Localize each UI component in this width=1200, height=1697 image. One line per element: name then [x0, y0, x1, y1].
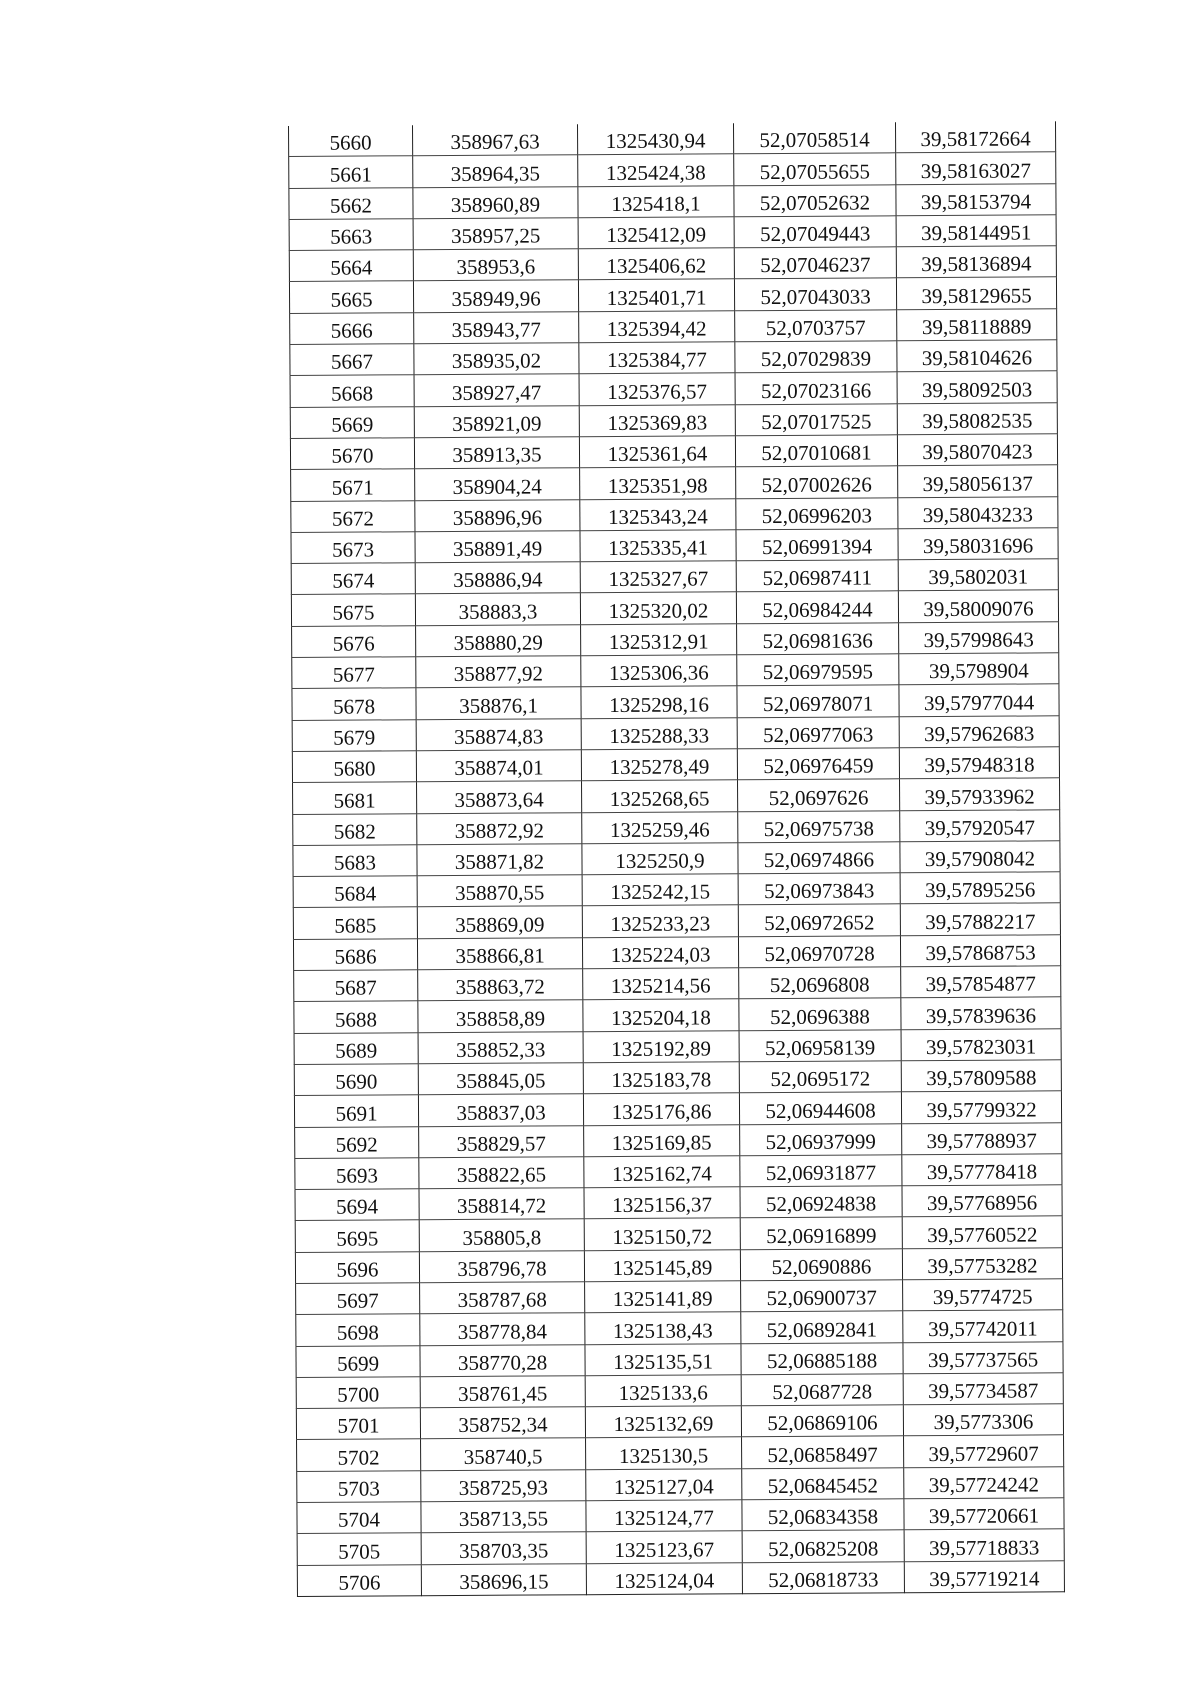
coordinates-table: [288, 121, 1065, 1597]
latitude-cell: 52,06978071: [737, 685, 899, 717]
table-row: [289, 277, 1056, 313]
y-coordinate-cell: 1325162,74: [584, 1156, 740, 1188]
y-coordinate-cell: 1325312,91: [581, 624, 737, 656]
x-coordinate-cell: 358770,28: [420, 1344, 585, 1376]
x-coordinate-cell: 358703,35: [421, 1532, 586, 1564]
x-coordinate-cell: 358880,29: [416, 624, 581, 656]
table-row: [289, 152, 1056, 188]
longitude-cell: 39,58082535: [897, 402, 1057, 434]
point-number-cell: 5680: [292, 751, 416, 783]
latitude-cell: 52,06970728: [738, 935, 900, 967]
latitude-cell: 52,07002626: [736, 466, 898, 498]
x-coordinate-cell: 358935,02: [414, 343, 579, 375]
latitude-cell: 52,0703757: [735, 310, 897, 342]
x-coordinate-cell: 358814,72: [419, 1188, 584, 1220]
table-row: [294, 966, 1061, 1002]
point-number-cell: 5676: [292, 625, 416, 657]
latitude-cell: 52,06845452: [742, 1468, 904, 1500]
table-row: [290, 371, 1057, 407]
y-coordinate-cell: 1325250,9: [582, 843, 738, 875]
x-coordinate-cell: 358866,81: [417, 937, 582, 969]
longitude-cell: 39,58043233: [898, 496, 1058, 528]
x-coordinate-cell: 358696,15: [421, 1563, 586, 1595]
x-coordinate-cell: 358921,09: [414, 405, 579, 437]
y-coordinate-cell: 1325327,67: [580, 561, 736, 593]
table-row: [293, 809, 1060, 845]
y-coordinate-cell: 1325288,33: [581, 717, 737, 749]
x-coordinate-cell: 358904,24: [415, 468, 580, 500]
table-row: [296, 1373, 1063, 1409]
x-coordinate-cell: 358883,3: [415, 593, 580, 625]
point-number-cell: 5706: [297, 1564, 421, 1596]
table-row: [292, 622, 1059, 658]
point-number-cell: 5687: [294, 970, 418, 1002]
y-coordinate-cell: 1325424,38: [578, 154, 734, 186]
longitude-cell: 39,58118889: [897, 309, 1057, 341]
longitude-cell: 39,57718833: [904, 1529, 1064, 1561]
point-number-cell: 5671: [291, 469, 415, 501]
y-coordinate-cell: 1325124,77: [586, 1500, 742, 1532]
point-number-cell: 5677: [292, 657, 416, 689]
latitude-cell: 52,0696388: [739, 998, 901, 1030]
table-row: [294, 1060, 1061, 1096]
latitude-cell: 52,06958139: [739, 1029, 901, 1061]
point-number-cell: 5664: [289, 250, 413, 282]
point-number-cell: 5704: [297, 1502, 421, 1534]
point-number-cell: 5678: [292, 688, 416, 720]
point-number-cell: 5694: [295, 1189, 419, 1221]
point-number-cell: 5663: [289, 219, 413, 251]
y-coordinate-cell: 1325242,15: [582, 874, 738, 906]
table-row: [295, 1216, 1062, 1252]
y-coordinate-cell: 1325335,41: [580, 530, 736, 562]
x-coordinate-cell: 358967,63: [412, 124, 577, 156]
x-coordinate-cell: 358870,55: [417, 875, 582, 907]
latitude-cell: 52,0697626: [738, 779, 900, 811]
longitude-cell: 39,57737565: [903, 1341, 1063, 1373]
table-row: [297, 1435, 1064, 1471]
latitude-cell: 52,06818733: [742, 1561, 904, 1593]
x-coordinate-cell: 358863,72: [418, 969, 583, 1001]
point-number-cell: 5669: [290, 406, 414, 438]
longitude-cell: 39,57998643: [899, 622, 1059, 654]
point-number-cell: 5685: [293, 907, 417, 939]
latitude-cell: 52,06937999: [740, 1123, 902, 1155]
y-coordinate-cell: 1325268,65: [582, 780, 738, 812]
table-row: [297, 1467, 1064, 1503]
longitude-cell: 39,57778418: [902, 1154, 1062, 1186]
table-row: [292, 653, 1059, 689]
latitude-cell: 52,06975738: [738, 810, 900, 842]
y-coordinate-cell: 1325278,49: [581, 749, 737, 781]
x-coordinate-cell: 358871,82: [417, 844, 582, 876]
longitude-cell: 39,57908042: [900, 841, 1060, 873]
longitude-cell: 39,5773306: [903, 1404, 1063, 1436]
latitude-cell: 52,06834358: [742, 1499, 904, 1531]
table-row: [290, 309, 1057, 345]
table-row: [294, 1028, 1061, 1064]
y-coordinate-cell: 1325401,71: [578, 279, 734, 311]
x-coordinate-cell: 358960,89: [413, 186, 578, 218]
point-number-cell: 5702: [297, 1439, 421, 1471]
latitude-cell: 52,0690886: [740, 1248, 902, 1280]
y-coordinate-cell: 1325233,23: [582, 905, 738, 937]
latitude-cell: 52,06885188: [741, 1342, 903, 1374]
latitude-cell: 52,06916899: [740, 1217, 902, 1249]
x-coordinate-cell: 358787,68: [420, 1282, 585, 1314]
table-row: [291, 559, 1058, 595]
x-coordinate-cell: 358761,45: [420, 1376, 585, 1408]
longitude-cell: 39,58136894: [896, 246, 1056, 278]
latitude-cell: 52,06825208: [742, 1530, 904, 1562]
x-coordinate-cell: 358876,1: [416, 687, 581, 719]
x-coordinate-cell: 358874,01: [416, 750, 581, 782]
y-coordinate-cell: 1325412,09: [578, 217, 734, 249]
x-coordinate-cell: 358957,25: [413, 218, 578, 250]
latitude-cell: 52,06981636: [737, 623, 899, 655]
point-number-cell: 5697: [296, 1283, 420, 1315]
point-number-cell: 5683: [293, 845, 417, 877]
y-coordinate-cell: 1325430,94: [577, 123, 733, 155]
y-coordinate-cell: 1325204,18: [583, 999, 739, 1031]
x-coordinate-cell: 358778,84: [420, 1313, 585, 1345]
y-coordinate-cell: 1325130,5: [586, 1437, 742, 1469]
latitude-cell: 52,06858497: [742, 1436, 904, 1468]
x-coordinate-cell: 358964,35: [413, 155, 578, 187]
longitude-cell: 39,57788937: [902, 1122, 1062, 1154]
point-number-cell: 5668: [290, 375, 414, 407]
y-coordinate-cell: 1325418,1: [578, 185, 734, 217]
latitude-cell: 52,06984244: [736, 591, 898, 623]
longitude-cell: 39,57742011: [903, 1310, 1063, 1342]
longitude-cell: 39,58070423: [897, 434, 1057, 466]
y-coordinate-cell: 1325298,16: [581, 686, 737, 718]
point-number-cell: 5695: [295, 1220, 419, 1252]
x-coordinate-cell: 358872,92: [417, 812, 582, 844]
point-number-cell: 5689: [294, 1032, 418, 1064]
y-coordinate-cell: 1325343,24: [580, 498, 736, 530]
table-row: [297, 1529, 1064, 1565]
latitude-cell: 52,06987411: [736, 560, 898, 592]
table-row: [293, 872, 1060, 908]
point-number-cell: 5701: [296, 1408, 420, 1440]
latitude-cell: 52,06931877: [740, 1155, 902, 1187]
point-number-cell: 5696: [295, 1251, 419, 1283]
latitude-cell: 52,07010681: [735, 435, 897, 467]
longitude-cell: 39,58163027: [896, 152, 1056, 184]
x-coordinate-cell: 358713,55: [421, 1501, 586, 1533]
point-number-cell: 5691: [294, 1095, 418, 1127]
x-coordinate-cell: 358874,83: [416, 718, 581, 750]
longitude-cell: 39,57839636: [901, 997, 1061, 1029]
y-coordinate-cell: 1325176,86: [583, 1093, 739, 1125]
y-coordinate-cell: 1325132,69: [585, 1406, 741, 1438]
longitude-cell: 39,57799322: [901, 1091, 1061, 1123]
latitude-cell: 52,07046237: [734, 247, 896, 279]
longitude-cell: 39,57719214: [904, 1560, 1064, 1592]
latitude-cell: 52,07017525: [735, 403, 897, 435]
y-coordinate-cell: 1325394,42: [579, 311, 735, 343]
x-coordinate-cell: 358822,65: [419, 1157, 584, 1189]
longitude-cell: 39,58172664: [895, 121, 1055, 153]
point-number-cell: 5662: [289, 187, 413, 219]
y-coordinate-cell: 1325138,43: [585, 1312, 741, 1344]
x-coordinate-cell: 358869,09: [417, 906, 582, 938]
latitude-cell: 52,07055655: [734, 153, 896, 185]
table-row: [292, 684, 1059, 720]
point-number-cell: 5690: [294, 1064, 418, 1096]
longitude-cell: 39,57823031: [901, 1028, 1061, 1060]
x-coordinate-cell: 358796,78: [419, 1250, 584, 1282]
table-row: [295, 1122, 1062, 1158]
longitude-cell: 39,57920547: [900, 809, 1060, 841]
latitude-cell: 52,07058514: [733, 122, 895, 154]
x-coordinate-cell: 358845,05: [418, 1063, 583, 1095]
y-coordinate-cell: 1325145,89: [584, 1249, 740, 1281]
table-row: [296, 1341, 1063, 1377]
latitude-cell: 52,06900737: [741, 1280, 903, 1312]
y-coordinate-cell: 1325406,62: [578, 248, 734, 280]
table-row: [290, 340, 1057, 376]
table-row: [293, 778, 1060, 814]
point-number-cell: 5674: [291, 563, 415, 595]
y-coordinate-cell: 1325133,6: [585, 1375, 741, 1407]
x-coordinate-cell: 358873,64: [417, 781, 582, 813]
y-coordinate-cell: 1325376,57: [579, 373, 735, 405]
longitude-cell: 39,57868753: [900, 935, 1060, 967]
point-number-cell: 5698: [296, 1314, 420, 1346]
point-number-cell: 5684: [293, 876, 417, 908]
latitude-cell: 52,06869106: [741, 1405, 903, 1437]
longitude-cell: 39,57753282: [902, 1247, 1062, 1279]
latitude-cell: 52,07052632: [734, 184, 896, 216]
table-row: [295, 1154, 1062, 1190]
y-coordinate-cell: 1325384,77: [579, 342, 735, 374]
x-coordinate-cell: 358725,93: [421, 1469, 586, 1501]
longitude-cell: 39,5798904: [899, 653, 1059, 685]
longitude-cell: 39,57724242: [904, 1467, 1064, 1499]
point-number-cell: 5681: [293, 782, 417, 814]
point-number-cell: 5688: [294, 1001, 418, 1033]
y-coordinate-cell: 1325351,98: [580, 467, 736, 499]
y-coordinate-cell: 1325123,67: [586, 1531, 742, 1563]
coordinates-table-body: [289, 121, 1065, 1596]
table-row: [295, 1247, 1062, 1283]
longitude-cell: 39,57895256: [900, 872, 1060, 904]
table-row: [291, 590, 1058, 626]
longitude-cell: 39,57809588: [901, 1060, 1061, 1092]
longitude-cell: 39,58153794: [896, 183, 1056, 215]
y-coordinate-cell: 1325169,85: [584, 1124, 740, 1156]
longitude-cell: 39,57760522: [902, 1216, 1062, 1248]
latitude-cell: 52,07049443: [734, 216, 896, 248]
x-coordinate-cell: 358752,34: [420, 1407, 585, 1439]
longitude-cell: 39,57962683: [899, 715, 1059, 747]
point-number-cell: 5675: [291, 594, 415, 626]
x-coordinate-cell: 358943,77: [414, 312, 579, 344]
table-row: [294, 1091, 1061, 1127]
latitude-cell: 52,0695172: [739, 1061, 901, 1093]
x-coordinate-cell: 358829,57: [419, 1125, 584, 1157]
y-coordinate-cell: 1325320,02: [580, 592, 736, 624]
point-number-cell: 5700: [296, 1377, 420, 1409]
longitude-cell: 39,58031696: [898, 528, 1058, 560]
y-coordinate-cell: 1325124,04: [586, 1562, 742, 1594]
longitude-cell: 39,58056137: [898, 465, 1058, 497]
table-row: [293, 935, 1060, 971]
point-number-cell: 5682: [293, 813, 417, 845]
latitude-cell: 52,06924838: [740, 1186, 902, 1218]
table-row: [293, 841, 1060, 877]
x-coordinate-cell: 358896,96: [415, 499, 580, 531]
latitude-cell: 52,07043033: [734, 278, 896, 310]
longitude-cell: 39,57768956: [902, 1185, 1062, 1217]
latitude-cell: 52,06972652: [738, 904, 900, 936]
latitude-cell: 52,0696808: [739, 967, 901, 999]
x-coordinate-cell: 358837,03: [418, 1094, 583, 1126]
latitude-cell: 52,06976459: [737, 748, 899, 780]
table-row: [296, 1310, 1063, 1346]
y-coordinate-cell: 1325361,64: [579, 436, 735, 468]
x-coordinate-cell: 358740,5: [421, 1438, 586, 1470]
point-number-cell: 5699: [296, 1345, 420, 1377]
longitude-cell: 39,5802031: [898, 559, 1058, 591]
latitude-cell: 52,06944608: [739, 1092, 901, 1124]
latitude-cell: 52,06974866: [738, 842, 900, 874]
table-row: [294, 997, 1061, 1033]
longitude-cell: 39,58009076: [898, 590, 1058, 622]
point-number-cell: 5686: [293, 938, 417, 970]
table-row: [296, 1404, 1063, 1440]
point-number-cell: 5666: [290, 313, 414, 345]
latitude-cell: 52,0687728: [741, 1374, 903, 1406]
table-row: [290, 434, 1057, 470]
y-coordinate-cell: 1325369,83: [579, 404, 735, 436]
longitude-cell: 39,58144951: [896, 215, 1056, 247]
x-coordinate-cell: 358949,96: [413, 280, 578, 312]
table-row: [289, 215, 1056, 251]
longitude-cell: 39,58104626: [897, 340, 1057, 372]
longitude-cell: 39,57882217: [900, 903, 1060, 935]
point-number-cell: 5672: [291, 500, 415, 532]
y-coordinate-cell: 1325224,03: [582, 936, 738, 968]
point-number-cell: 5661: [289, 156, 413, 188]
x-coordinate-cell: 358886,94: [415, 562, 580, 594]
y-coordinate-cell: 1325259,46: [582, 811, 738, 843]
point-number-cell: 5660: [289, 125, 413, 157]
y-coordinate-cell: 1325183,78: [583, 1062, 739, 1094]
latitude-cell: 52,06977063: [737, 716, 899, 748]
point-number-cell: 5665: [289, 281, 413, 313]
point-number-cell: 5667: [290, 344, 414, 376]
y-coordinate-cell: 1325214,56: [583, 968, 739, 1000]
table-row: [291, 465, 1058, 501]
longitude-cell: 39,57720661: [904, 1498, 1064, 1530]
point-number-cell: 5673: [291, 532, 415, 564]
y-coordinate-cell: 1325156,37: [584, 1187, 740, 1219]
table-row: [290, 402, 1057, 438]
x-coordinate-cell: 358891,49: [415, 531, 580, 563]
longitude-cell: 39,57854877: [901, 966, 1061, 998]
y-coordinate-cell: 1325127,04: [586, 1469, 742, 1501]
longitude-cell: 39,57948318: [899, 747, 1059, 779]
longitude-cell: 39,5774725: [903, 1279, 1063, 1311]
longitude-cell: 39,57933962: [900, 778, 1060, 810]
y-coordinate-cell: 1325192,89: [583, 1030, 739, 1062]
table-row: [291, 528, 1058, 564]
latitude-cell: 52,06979595: [737, 654, 899, 686]
y-coordinate-cell: 1325306,36: [581, 655, 737, 687]
point-number-cell: 5670: [290, 438, 414, 470]
table-row: [297, 1560, 1064, 1596]
table-row: [295, 1185, 1062, 1221]
table-row: [297, 1498, 1064, 1534]
y-coordinate-cell: 1325150,72: [584, 1218, 740, 1250]
latitude-cell: 52,06991394: [736, 529, 898, 561]
x-coordinate-cell: 358877,92: [416, 656, 581, 688]
table-row: [296, 1279, 1063, 1315]
table-row: [289, 246, 1056, 282]
point-number-cell: 5693: [295, 1158, 419, 1190]
point-number-cell: 5679: [292, 719, 416, 751]
x-coordinate-cell: 358805,8: [419, 1219, 584, 1251]
table-row: [289, 183, 1056, 219]
latitude-cell: 52,06892841: [741, 1311, 903, 1343]
latitude-cell: 52,06996203: [736, 497, 898, 529]
longitude-cell: 39,57729607: [904, 1435, 1064, 1467]
longitude-cell: 39,57734587: [903, 1373, 1063, 1405]
x-coordinate-cell: 358927,47: [414, 374, 579, 406]
point-number-cell: 5703: [297, 1470, 421, 1502]
y-coordinate-cell: 1325135,51: [585, 1343, 741, 1375]
x-coordinate-cell: 358858,89: [418, 1000, 583, 1032]
latitude-cell: 52,07029839: [735, 341, 897, 373]
y-coordinate-cell: 1325141,89: [585, 1281, 741, 1313]
x-coordinate-cell: 358913,35: [414, 437, 579, 469]
latitude-cell: 52,07023166: [735, 372, 897, 404]
longitude-cell: 39,58092503: [897, 371, 1057, 403]
table-row: [292, 715, 1059, 751]
table-row: [293, 903, 1060, 939]
latitude-cell: 52,06973843: [738, 873, 900, 905]
point-number-cell: 5692: [295, 1126, 419, 1158]
table-row: [289, 121, 1056, 156]
point-number-cell: 5705: [297, 1533, 421, 1565]
table-row: [292, 747, 1059, 783]
x-coordinate-cell: 358852,33: [418, 1031, 583, 1063]
table-row: [291, 496, 1058, 532]
x-coordinate-cell: 358953,6: [413, 249, 578, 281]
longitude-cell: 39,57977044: [899, 684, 1059, 716]
longitude-cell: 39,58129655: [896, 277, 1056, 309]
